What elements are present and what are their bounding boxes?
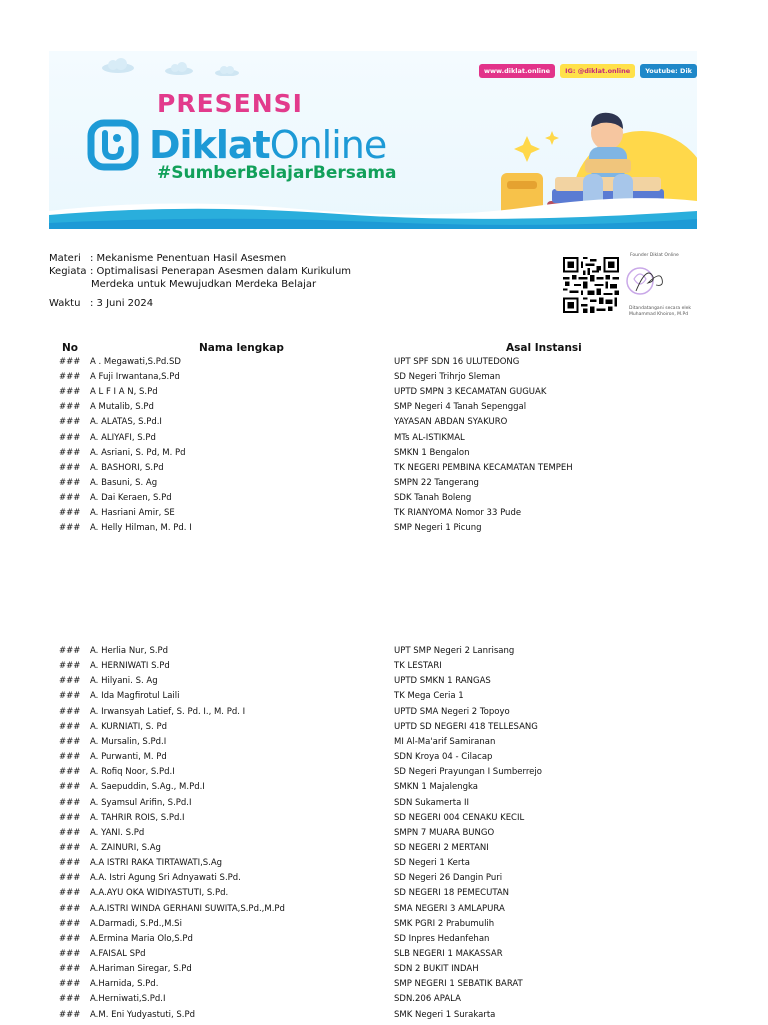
- table-row: [0, 888, 768, 903]
- participant-name: A. TAHRIR ROIS, S.Pd.I: [90, 812, 185, 823]
- column-header-no: No: [62, 342, 79, 354]
- materi-label: Materi: [49, 253, 81, 264]
- banner-title: PRESENSI: [157, 89, 303, 118]
- participant-name: A.Herniwati,S.Pd.I: [90, 994, 166, 1005]
- row-number: ###: [59, 797, 81, 808]
- participant-name: A. Helly Hilman, M. Pd. I: [90, 523, 192, 534]
- participant-institution: SD Negeri 26 Dangin Puri: [394, 873, 503, 884]
- participant-institution: SMPN 7 MUARA BUNGO: [394, 827, 495, 838]
- table-row: [0, 707, 768, 722]
- table-row: [0, 737, 768, 752]
- participant-institution: UPTD SMA Negeri 2 Topoyo: [394, 706, 510, 717]
- participant-institution: SLB NEGERI 1 MAKASSAR: [394, 949, 503, 959]
- instagram-link[interactable]: IG: @diklat.online: [560, 64, 635, 78]
- participant-institution: SMK Negeri 1 Surakarta: [394, 1009, 496, 1020]
- row-number: ###: [59, 858, 81, 869]
- table-row: [0, 843, 768, 858]
- row-number: ###: [59, 661, 81, 672]
- row-number: ###: [59, 873, 81, 884]
- participant-institution: TK Mega Ceria 1: [394, 691, 464, 702]
- participant-name: A. Herlia Nur, S.Pd: [90, 646, 169, 656]
- table-row: [0, 904, 768, 919]
- participant-institution: TK NEGERI PEMBINA KECAMATAN TEMPEH: [394, 462, 573, 473]
- row-number: ###: [59, 1009, 81, 1020]
- table-row: [0, 417, 768, 432]
- table-row: [0, 661, 768, 676]
- participant-name: A.FAISAL SPd: [90, 949, 146, 959]
- participant-institution: SDN Kroya 04 - Cilacap: [394, 752, 493, 763]
- participant-institution: SDN.206 APALA: [394, 994, 461, 1005]
- row-number: ###: [59, 994, 81, 1005]
- row-number: ###: [59, 842, 81, 853]
- participant-name: A.A ISTRI RAKA TIRTAWATI,S.Ag: [90, 858, 223, 869]
- participant-name: A. Asriani, S. Pd, M. Pd: [90, 447, 186, 458]
- kegiatan-label: Kegiata: [49, 266, 87, 277]
- header-banner: [49, 51, 697, 229]
- table-row: [0, 387, 768, 402]
- table-row: [0, 858, 768, 873]
- table-row: [0, 478, 768, 493]
- participant-institution: SMP Negeri 4 Tanah Sepenggal: [394, 402, 527, 413]
- kegiatan-value-cont: Merdeka untuk Mewujudkan Merdeka Belajar: [91, 279, 317, 290]
- participant-name: A. ZAINURI, S.Ag: [90, 842, 161, 853]
- participant-name: A. YANI. S.Pd: [90, 827, 145, 838]
- table-row: [0, 357, 768, 372]
- participant-name: A.A. Istri Agung Sri Adnyawati S.Pd.: [90, 873, 241, 884]
- row-number: ###: [59, 949, 81, 959]
- row-number: ###: [59, 387, 81, 398]
- participant-institution: UPT SMP Negeri 2 Lanrisang: [394, 646, 515, 656]
- row-number: ###: [59, 691, 81, 702]
- row-number: ###: [59, 767, 81, 778]
- row-number: ###: [59, 357, 81, 367]
- table-row: [0, 691, 768, 706]
- row-number: ###: [59, 827, 81, 838]
- row-number: ###: [59, 372, 81, 383]
- participant-institution: SMP Negeri 1 Picung: [394, 523, 482, 534]
- table-row: [0, 646, 768, 661]
- table-row: [0, 828, 768, 843]
- participant-name: A.A.ISTRI WINDA GERHANI SUWITA,S.Pd.,M.Pd: [90, 903, 285, 914]
- signature-signer-name: Muhammad Khoiron, M.Pd: [629, 312, 689, 317]
- participant-institution: SDN 2 BUKIT INDAH: [394, 964, 479, 975]
- participant-institution: SMA NEGERI 3 AMLAPURA: [394, 903, 505, 914]
- participant-institution: SMPN 22 Tangerang: [394, 477, 479, 488]
- table-row: [0, 994, 768, 1009]
- participant-name: A . Megawati,S.Pd.SD: [90, 357, 181, 367]
- participant-institution: YAYASAN ABDAN SYAKURO: [394, 417, 508, 428]
- table-row: [0, 767, 768, 782]
- participant-name: A L F I A N, S.Pd: [90, 387, 158, 398]
- column-header-origin: Asal Instansi: [506, 342, 582, 354]
- table-row: [0, 919, 768, 934]
- participant-name: A. Rofiq Noor, S.Pd.I: [90, 767, 175, 778]
- participant-institution: SD Inpres Hedanfehan: [394, 933, 490, 944]
- table-row: [0, 676, 768, 691]
- row-number: ###: [59, 508, 81, 518]
- row-number: ###: [59, 812, 81, 823]
- participant-institution: UPTD SMPN 3 KECAMATAN GUGUAK: [394, 387, 547, 398]
- row-number: ###: [59, 477, 81, 488]
- participant-name: A. Syamsul Arifin, S.Pd.I: [90, 797, 192, 808]
- row-number: ###: [59, 706, 81, 717]
- participant-name: A. Hasriani Amir, SE: [90, 508, 175, 518]
- social-links: [479, 64, 697, 78]
- participant-institution: SMK PGRI 2 Prabumulih: [394, 918, 495, 929]
- waktu-line: [49, 297, 153, 310]
- waktu-value: : 3 Juni 2024: [90, 298, 154, 309]
- waktu-label: Waktu: [49, 298, 81, 309]
- participant-name: A Fuji Irwantana,S.Pd: [90, 372, 180, 383]
- table-row: [0, 873, 768, 888]
- cloud-icon: [214, 64, 240, 76]
- participant-name: A. Ida Magfirotul Laili: [90, 691, 180, 702]
- participant-name: A. Dai Keraen, S.Pd: [90, 492, 172, 503]
- table-row: [0, 798, 768, 813]
- participant-name: A Mutalib, S.Pd: [90, 402, 154, 413]
- column-header-name: Nama lengkap: [199, 342, 284, 354]
- signature-founder-caption: Founder Diklat Online: [630, 253, 679, 258]
- table-row: [0, 372, 768, 387]
- kegiatan-value: : Optimalisasi Penerapan Asesmen dalam Kurikulum: [90, 266, 352, 277]
- signature-stamp-icon: [626, 261, 670, 301]
- banner-wave: [49, 189, 697, 229]
- participant-name: A.M. Eni Yudyastuti, S.Pd: [90, 1009, 196, 1020]
- cloud-icon: [164, 61, 194, 75]
- row-number: ###: [59, 646, 81, 656]
- diklat-logo-icon: [87, 119, 139, 171]
- row-number: ###: [59, 918, 81, 929]
- participant-institution: MTs AL-ISTIKMAL: [394, 432, 465, 443]
- participant-name: A. Mursalin, S.Pd.I: [90, 736, 167, 747]
- table-row: [0, 979, 768, 994]
- brand-name-light: Online: [269, 123, 387, 167]
- row-number: ###: [59, 903, 81, 914]
- participant-name: A.Harnida, S.Pd.: [90, 979, 159, 990]
- row-number: ###: [59, 736, 81, 747]
- row-number: ###: [59, 417, 81, 428]
- participant-name: A. HERNIWATI S.Pd: [90, 661, 170, 672]
- row-number: ###: [59, 676, 81, 687]
- table-row: [0, 463, 768, 478]
- row-number: ###: [59, 523, 81, 534]
- youtube-link[interactable]: Youtube: Dik: [640, 64, 697, 78]
- participant-institution: SD NEGERI 18 PEMECUTAN: [394, 888, 510, 899]
- banner-hashtag: #SumberBelajarBersama: [157, 163, 397, 183]
- participant-name: A.A.AYU OKA WIDIYASTUTI, S.Pd.: [90, 888, 229, 899]
- table-row: [0, 402, 768, 417]
- row-number: ###: [59, 402, 81, 413]
- row-number: ###: [59, 462, 81, 473]
- participant-institution: SD Negeri Trihrjo Sleman: [394, 372, 501, 383]
- table-row: [0, 722, 768, 737]
- participant-institution: MI Al-Ma'arif Samiranan: [394, 736, 496, 747]
- table-row: [0, 964, 768, 979]
- row-number: ###: [59, 964, 81, 975]
- table-row: [0, 1010, 768, 1025]
- participant-institution: SD Negeri Prayungan I Sumberrejo: [394, 767, 542, 778]
- participant-institution: SD NEGERI 004 CENAKU KECIL: [394, 812, 525, 823]
- participant-institution: TK LESTARI: [394, 661, 442, 672]
- participant-institution: SMKN 1 Bengalon: [394, 447, 470, 458]
- qr-code-icon: [563, 257, 619, 313]
- row-number: ###: [59, 432, 81, 443]
- participant-name: A. Irwansyah Latief, S. Pd. I., M. Pd. I: [90, 706, 246, 717]
- participant-name: A. Hilyani. S. Ag: [90, 676, 158, 687]
- participant-institution: SMP NEGERI 1 SEBATIK BARAT: [394, 979, 523, 990]
- row-number: ###: [59, 888, 81, 899]
- website-link[interactable]: www.diklat.online: [479, 64, 555, 78]
- participant-name: A.Hariman Siregar, S.Pd: [90, 964, 192, 975]
- row-number: ###: [59, 782, 81, 793]
- participant-institution: UPTD SD NEGERI 418 TELLESANG: [394, 721, 538, 732]
- table-row: [0, 752, 768, 767]
- participant-institution: SMKN 1 Majalengka: [394, 782, 478, 793]
- participant-institution: SDN Sukamerta II: [394, 797, 470, 808]
- row-number: ###: [59, 447, 81, 458]
- participant-institution: UPTD SMKN 1 RANGAS: [394, 676, 491, 687]
- kegiatan-line: [49, 265, 351, 278]
- table-row: [0, 448, 768, 463]
- participant-institution: TK RIANYOMA Nomor 33 Pude: [394, 508, 522, 518]
- participant-name: A. KURNIATI, S. Pd: [90, 721, 167, 732]
- table-row: [0, 523, 768, 538]
- brand-name-bold: Diklat: [149, 123, 270, 167]
- participant-name: A. Saepuddin, S.Ag., M.Pd.I: [90, 782, 205, 793]
- participant-name: A. Purwanti, M. Pd: [90, 752, 167, 763]
- participant-name: A. BASHORI, S.Pd: [90, 462, 164, 473]
- table-row: [0, 782, 768, 797]
- cloud-icon: [101, 57, 135, 73]
- row-number: ###: [59, 492, 81, 503]
- participant-name: A. Basuni, S. Ag: [90, 477, 158, 488]
- row-number: ###: [59, 933, 81, 944]
- participant-name: A.Ermina Maria Olo,S.Pd: [90, 933, 193, 944]
- table-row: [0, 433, 768, 448]
- participant-institution: UPT SPF SDN 16 ULUTEDONG: [394, 357, 520, 367]
- participant-institution: SDK Tanah Boleng: [394, 492, 472, 503]
- table-row: [0, 813, 768, 828]
- participant-institution: SD NEGERI 2 MERTANI: [394, 842, 489, 853]
- materi-line: [49, 252, 286, 265]
- participant-institution: SD Negeri 1 Kerta: [394, 858, 470, 869]
- participant-name: A. ALIYAFI, S.Pd: [90, 432, 156, 443]
- table-row: [0, 949, 768, 964]
- row-number: ###: [59, 752, 81, 763]
- participant-name: A. ALATAS, S.Pd.I: [90, 417, 162, 428]
- row-number: ###: [59, 979, 81, 990]
- table-row: [0, 508, 768, 523]
- table-row: [0, 934, 768, 949]
- row-number: ###: [59, 721, 81, 732]
- table-row: [0, 493, 768, 508]
- materi-value: : Mekanisme Penentuan Hasil Asesmen: [90, 253, 287, 264]
- participant-name: A.Darmadi, S.Pd.,M.Si: [90, 918, 182, 929]
- signature-signed-line: Ditandatangani secara elek: [629, 306, 692, 311]
